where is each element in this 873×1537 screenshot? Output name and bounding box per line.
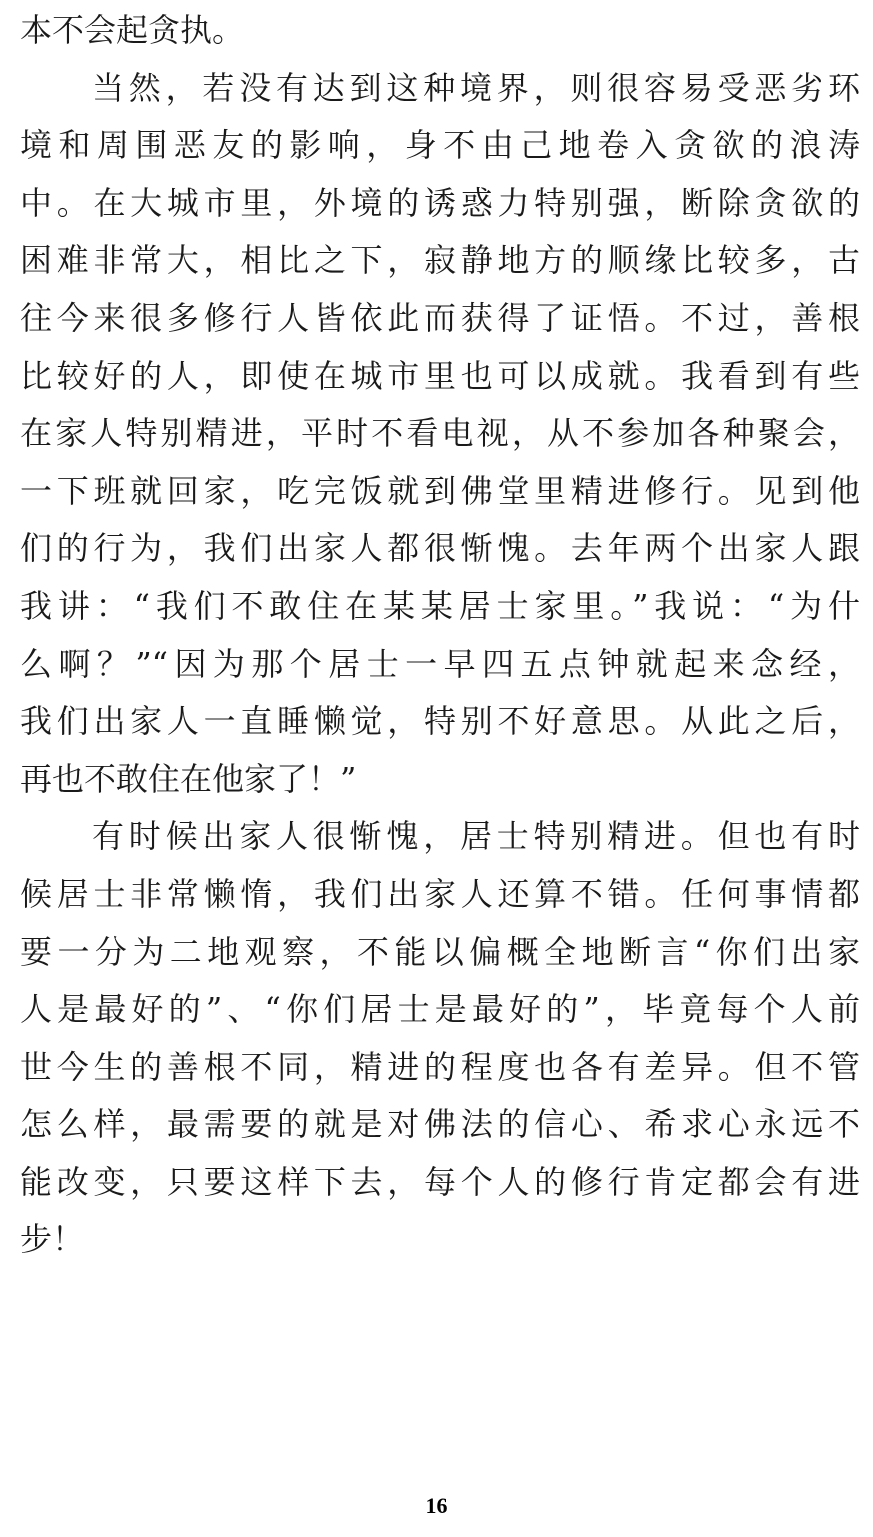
text-line: 有时候出家人很惭愧，居士特别精进。但也有时 xyxy=(92,817,860,856)
paragraph xyxy=(20,2,860,60)
text-line: 要一分为二地观察，不能以偏概全地断言“你们出家 xyxy=(20,932,860,971)
text-line: 我们出家人一直睡懒觉，特别不好意思。从此之后， xyxy=(20,702,860,741)
paragraph xyxy=(20,808,860,1269)
text-line: 候居士非常懒惰，我们出家人还算不错。任何事情都 xyxy=(20,874,860,913)
text-line: 中。在大城市里，外境的诱惑力特别强，断除贪欲的 xyxy=(20,183,860,222)
page-number: 16 xyxy=(425,1493,448,1518)
text-line: 再也不敢住在他家了！” xyxy=(20,759,357,798)
text-line: 人是最好的”、“你们居士是最好的”，毕竟每个人前 xyxy=(20,990,860,1029)
text-line: 境和周围恶友的影响，身不由己地卷入贪欲的浪涛 xyxy=(20,126,860,165)
text-line: 们的行为，我们出家人都很惭愧。去年两个出家人跟 xyxy=(20,529,860,568)
text-line: 怎么样，最需要的就是对佛法的信心、希求心永远不 xyxy=(20,1105,860,1144)
text-line: 一下班就回家，吃完饭就到佛堂里精进修行。见到他 xyxy=(20,471,860,510)
text-line: 往今来很多修行人皆依此而获得了证悟。不过，善根 xyxy=(20,298,860,337)
text-line: 世今生的善根不同，精进的程度也各有差异。但不管 xyxy=(20,1047,860,1086)
text-line: 当然，若没有达到这种境界，则很容易受恶劣环 xyxy=(92,68,860,107)
text-line: 我讲：“我们不敢住在某某居士家里。”我说：“为什 xyxy=(20,586,860,625)
text-line: 步！ xyxy=(20,1220,85,1259)
body-text xyxy=(20,2,860,1269)
text-line: 么啊？”“因为那个居士一早四五点钟就起来念经， xyxy=(20,644,860,683)
text-line: 困难非常大，相比之下，寂静地方的顺缘比较多，古 xyxy=(20,241,860,280)
text-line: 比较好的人，即使在城市里也可以成就。我看到有些 xyxy=(20,356,860,395)
text-line: 能改变，只要这样下去，每个人的修行肯定都会有进 xyxy=(20,1162,860,1201)
paragraph xyxy=(20,60,860,809)
text-line: 在家人特别精进，平时不看电视，从不参加各种聚会， xyxy=(20,414,860,453)
text-line: 本不会起贪执。 xyxy=(20,11,245,49)
